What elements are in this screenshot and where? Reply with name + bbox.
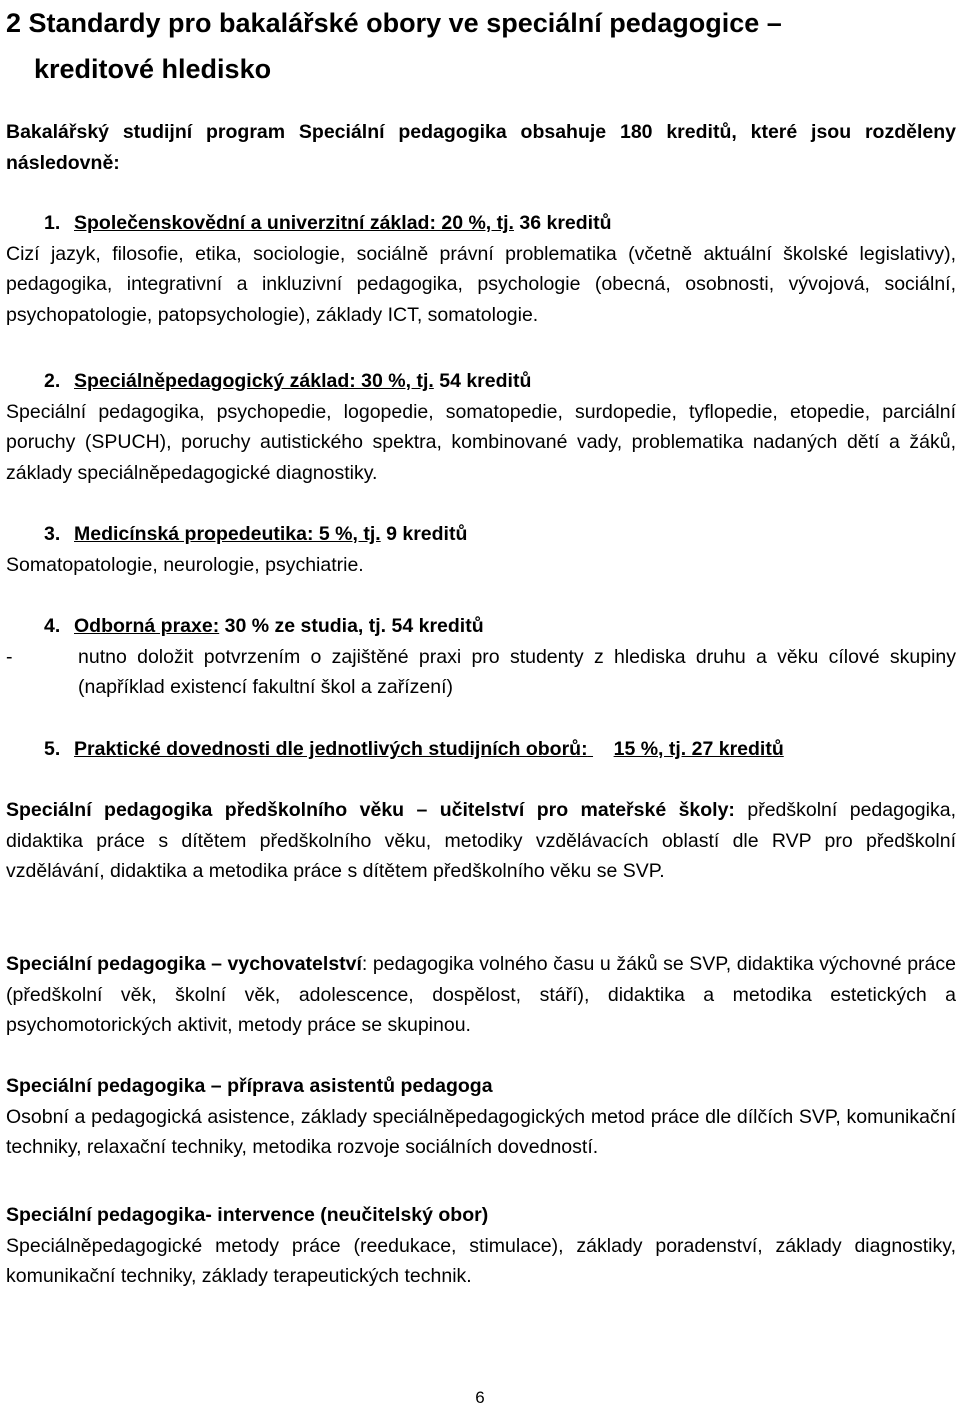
intro-paragraph: Bakalářský studijní program Speciální pedagogika obsahuje 180 kreditů, které jsou rozděleny následovně: xyxy=(6,121,956,174)
specialization-assistant xyxy=(6,1071,956,1163)
title-line-2: kreditové hledisko xyxy=(34,54,272,84)
section-number: 1. xyxy=(44,212,61,234)
section-body: nutno doložit potvrzením o zajištěné praxi pro studenty z hlediska druhu a věku cílové skupiny (například existencí fakultní škol a zařízení) xyxy=(78,645,956,698)
section-title: Společenskovědní a univerzitní základ: 20 %, tj. xyxy=(74,212,514,234)
section-title: Praktické dovednosti dle jednotlivých studijních oborů: xyxy=(74,738,588,760)
section-heading xyxy=(6,734,956,765)
specialization-title: Speciální pedagogika – vychovatelství xyxy=(6,953,362,975)
specialization-intervention xyxy=(6,1200,956,1292)
specialization-body: Speciálněpedagogické metody práce (reedukace, stimulace), základy poradenství, základy diagnostiky, komunikační techniky, základy terapeutických technik. xyxy=(6,1234,956,1287)
section-number: 2. xyxy=(44,370,61,392)
section-body: Speciální pedagogika, psychopedie, logopedie, somatopedie, surdopedie, tyflopedie, etopedie, parciální poruchy (SPUCH), poruchy autistického spektra, kombinované vady, problematika nadaných dětí a žáků, základy speciálněpedagogické diagnostiky. xyxy=(6,400,956,484)
section-3 xyxy=(6,519,956,580)
specialization-preschool xyxy=(6,795,956,887)
section-heading xyxy=(6,208,956,239)
specialization-title: Speciální pedagogika- intervence (neučitelský obor) xyxy=(6,1204,489,1226)
section-title: Odborná praxe: xyxy=(74,615,220,637)
section-credits: 54 kreditů xyxy=(433,370,532,392)
specialization-body: předškolní pedagogika, didaktika práce s dítětem předškolního věku, metodiky vzdělávacích oblastí dle RVP pro předškolní vzdělávání, didaktika a metodika práce s dítětem předškolního věku se SVP. xyxy=(6,799,956,882)
section-4 xyxy=(6,611,956,703)
underline-gap xyxy=(588,734,614,765)
section-body: Cizí jazyk, filosofie, etika, sociologie, sociálně právní problematika (včetně aktuální školské legislativy), pedagogika, integrativní a inkluzivní pedagogika, psychologie (obecná, osobnosti, vývojová, sociální, psychopatologie, patopsychologie), základy ICT, somatologie. xyxy=(6,242,956,326)
section-heading xyxy=(6,366,956,397)
section-number: 3. xyxy=(44,523,61,545)
section-heading xyxy=(6,519,956,550)
dash-marker: - xyxy=(6,645,13,668)
section-credits: 36 kreditů xyxy=(513,212,612,234)
section-title: Speciálněpedagogický základ: 30 %, tj. xyxy=(74,370,434,392)
section-body: Somatopatologie, neurologie, psychiatrie. xyxy=(6,553,364,576)
page-title xyxy=(6,0,956,92)
section-2 xyxy=(6,366,956,488)
section-credits: 9 kreditů xyxy=(380,523,468,545)
section-1 xyxy=(6,208,956,330)
section-credits: 30 % ze studia, tj. 54 kreditů xyxy=(219,615,484,637)
section-number: 4. xyxy=(44,615,61,637)
page-number: 6 xyxy=(475,1388,485,1407)
specialization-educator xyxy=(6,949,956,1041)
section-heading xyxy=(6,611,956,642)
section-title: Medicínská propedeutika: 5 %, tj. xyxy=(74,523,381,545)
title-line-1: 2 Standardy pro bakalářské obory ve speciální pedagogice – xyxy=(6,8,782,38)
section-bullet xyxy=(6,642,956,703)
section-5 xyxy=(6,734,956,765)
specialization-body: : pedagogika volného času u žáků se SVP, didaktika výchovné práce (předškolní věk, školní věk, adolescence, dospělost, stáří), didaktika a metodika estetických a psychomotorických aktivit, metody práce se skupinou. xyxy=(6,953,956,1036)
section-credits: 15 %, tj. 27 kreditů xyxy=(613,738,784,760)
specialization-title: Speciální pedagogika předškolního věku – učitelství pro mateřské školy: xyxy=(6,799,735,821)
specialization-body: Osobní a pedagogická asistence, základy speciálněpedagogických metod práce dle dílčích SVP, komunikační techniky, relaxační techniky, metodika rozvoje sociálních dovedností. xyxy=(6,1105,956,1158)
section-number: 5. xyxy=(44,738,61,760)
specialization-title: Speciální pedagogika – příprava asistentů pedagoga xyxy=(6,1075,493,1097)
